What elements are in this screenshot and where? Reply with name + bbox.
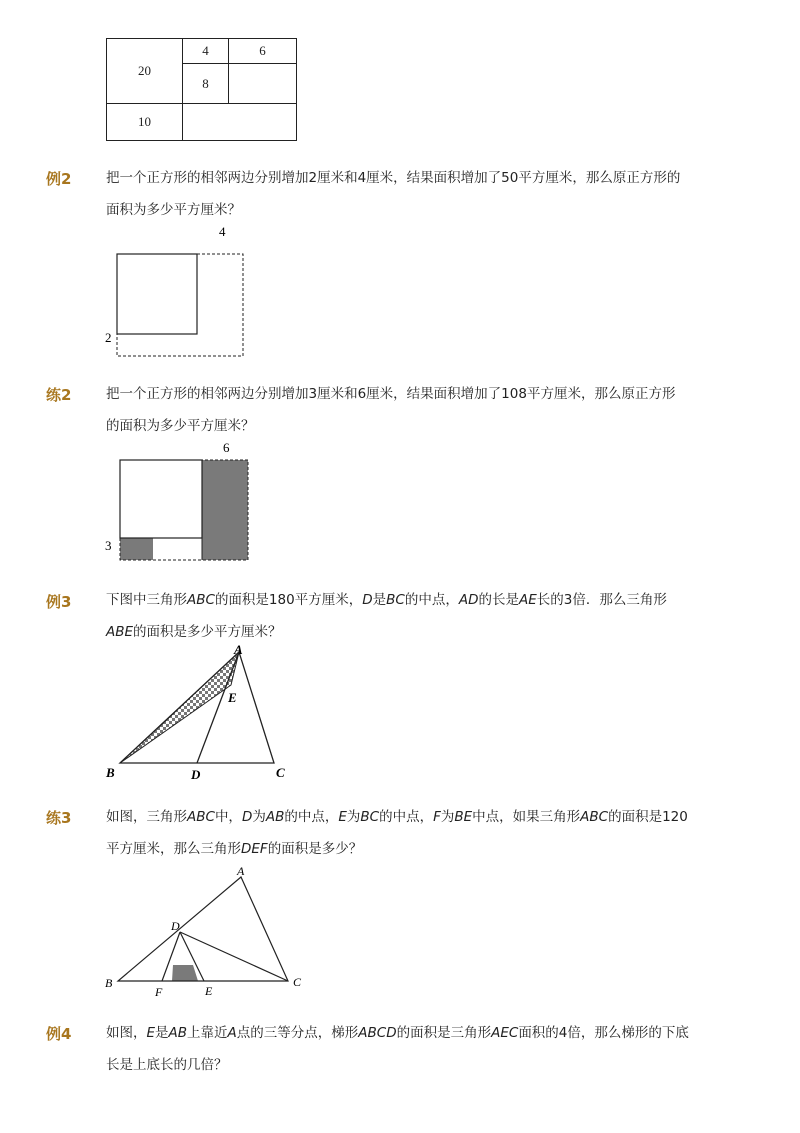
point-d-label: D — [171, 919, 180, 933]
text-seg: 的面积是多少？ — [267, 841, 363, 857]
cell-text: 4 — [202, 43, 209, 58]
practice-2-text — [106, 378, 746, 442]
point-a-label: A — [234, 642, 243, 657]
text-seg: A — [227, 1025, 237, 1041]
text-seg: AD — [458, 592, 479, 608]
example-4-line2: 长是上底长的几倍？ — [106, 1057, 228, 1073]
text-seg: 上靠近 — [187, 1025, 228, 1041]
text-seg: 如图，三角形 — [106, 809, 187, 825]
text-seg: D — [241, 809, 253, 825]
practice-2-figure — [100, 436, 260, 566]
text-seg: 长的3倍．那么三角形 — [536, 592, 667, 608]
text-seg: 的中点， — [379, 809, 434, 825]
text-seg: AB — [265, 809, 285, 825]
segment-dc — [180, 932, 288, 981]
point-d-label: D — [191, 767, 201, 782]
text-seg: 下图中三角形 — [106, 592, 187, 608]
text-seg: 的中点， — [404, 592, 459, 608]
shaded-right-strip — [202, 460, 248, 560]
text-seg: 的长是 — [478, 592, 519, 608]
cell-text: 20 — [138, 63, 151, 78]
example-4-label: 例4 — [46, 1025, 72, 1043]
triangle-abc — [118, 877, 288, 981]
table-cell-20 — [106, 38, 183, 104]
practice-3-text — [106, 801, 746, 865]
text-seg: 如图， — [106, 1025, 147, 1041]
text-seg: 的面积是120 — [608, 809, 688, 825]
text-seg: 的面积是180平方厘米， — [214, 592, 363, 608]
example-4-line1 — [106, 1017, 746, 1049]
practice-3-label: 练3 — [46, 809, 72, 827]
text-seg: 的面积是多少平方厘米？ — [133, 624, 282, 640]
example-3-text — [106, 584, 746, 648]
text-seg: AB — [168, 1025, 188, 1041]
fig-label-left: 3 — [105, 538, 112, 553]
cell-text: 8 — [202, 75, 209, 91]
text-seg: DEF — [241, 841, 268, 857]
table-cell-empty-2 — [182, 103, 297, 141]
text-seg: 面积的4倍，那么梯形的下底 — [518, 1025, 689, 1041]
example-3-label: 例3 — [46, 593, 72, 611]
original-square — [120, 460, 202, 538]
text-seg: 中， — [214, 809, 242, 825]
text-seg: ABC — [187, 809, 215, 825]
fig-label-top: 6 — [223, 440, 230, 455]
point-a-label: A — [237, 864, 245, 878]
text-seg: E — [338, 809, 347, 825]
example-2-label: 例2 — [46, 170, 72, 188]
extended-square-dashed — [117, 254, 243, 356]
example-2-figure — [100, 222, 260, 362]
text-seg: 中点，如果三角形 — [472, 809, 581, 825]
practice-2-line1: 把一个正方形的相邻两边分别增加3厘米和6厘米，结果面积增加了108平方厘米，那么原正方形 — [106, 386, 676, 402]
text-seg: 平方厘米，那么三角形 — [106, 841, 241, 857]
point-c-label: C — [293, 975, 302, 989]
shaded-bottom-strip — [120, 538, 153, 560]
text-seg: 是 — [155, 1025, 169, 1041]
text-seg: AE — [518, 592, 537, 608]
fig-label-left: 2 — [105, 330, 112, 345]
fig-label-top: 4 — [219, 224, 226, 239]
example-4-text — [106, 1017, 746, 1081]
table-cell-4 — [182, 38, 229, 64]
text-seg: 的面积是三角形 — [396, 1025, 492, 1041]
table-cell-10 — [106, 103, 183, 141]
text-seg: BE — [454, 809, 473, 825]
point-c-label: C — [276, 765, 285, 780]
cell-text: 6 — [259, 43, 266, 58]
text-seg: D — [362, 592, 373, 608]
text-seg: ABE — [106, 624, 134, 640]
example-2-text — [106, 162, 746, 226]
point-e-label: E — [205, 984, 213, 998]
text-seg: 的中点， — [284, 809, 339, 825]
practice-3-line1 — [106, 801, 746, 833]
example-2-line1: 把一个正方形的相邻两边分别增加2厘米和4厘米，结果面积增加了50平方厘米，那么原正方形的 — [106, 170, 681, 186]
table-cell-8 — [182, 63, 229, 104]
text-seg: BC — [360, 809, 380, 825]
point-b-label: B — [105, 976, 113, 990]
point-f-label: F — [155, 985, 163, 999]
table-cell-empty-1 — [228, 63, 297, 104]
example-3-figure — [100, 640, 300, 785]
practice-2-line2: 的面积为多少平方厘米？ — [106, 418, 255, 434]
table-cell-6 — [228, 38, 297, 64]
practice-2-label: 练2 — [46, 386, 72, 404]
example-3-line1 — [106, 584, 746, 616]
text-seg: ABCD — [358, 1025, 397, 1041]
text-seg: BC — [386, 592, 405, 608]
practice-3-figure — [100, 860, 320, 1005]
segment-ad — [197, 652, 239, 763]
text-seg: 为 — [252, 809, 266, 825]
example-2-line2: 面积为多少平方厘米？ — [106, 202, 241, 218]
shaded-quadrilateral — [172, 965, 198, 981]
text-seg: AEC — [491, 1025, 519, 1041]
text-seg: E — [146, 1025, 156, 1041]
text-seg: F — [433, 809, 441, 825]
point-b-label: B — [106, 765, 115, 780]
text-seg: ABC — [187, 592, 215, 608]
text-seg: ABC — [580, 809, 609, 825]
cell-text: 10 — [138, 114, 151, 129]
original-square — [117, 254, 197, 334]
text-seg: 为 — [346, 809, 361, 825]
text-seg: 是 — [372, 592, 387, 608]
point-e-label: E — [228, 690, 237, 705]
text-seg: 点的三等分点，梯形 — [236, 1025, 359, 1041]
text-seg: 为 — [440, 809, 455, 825]
